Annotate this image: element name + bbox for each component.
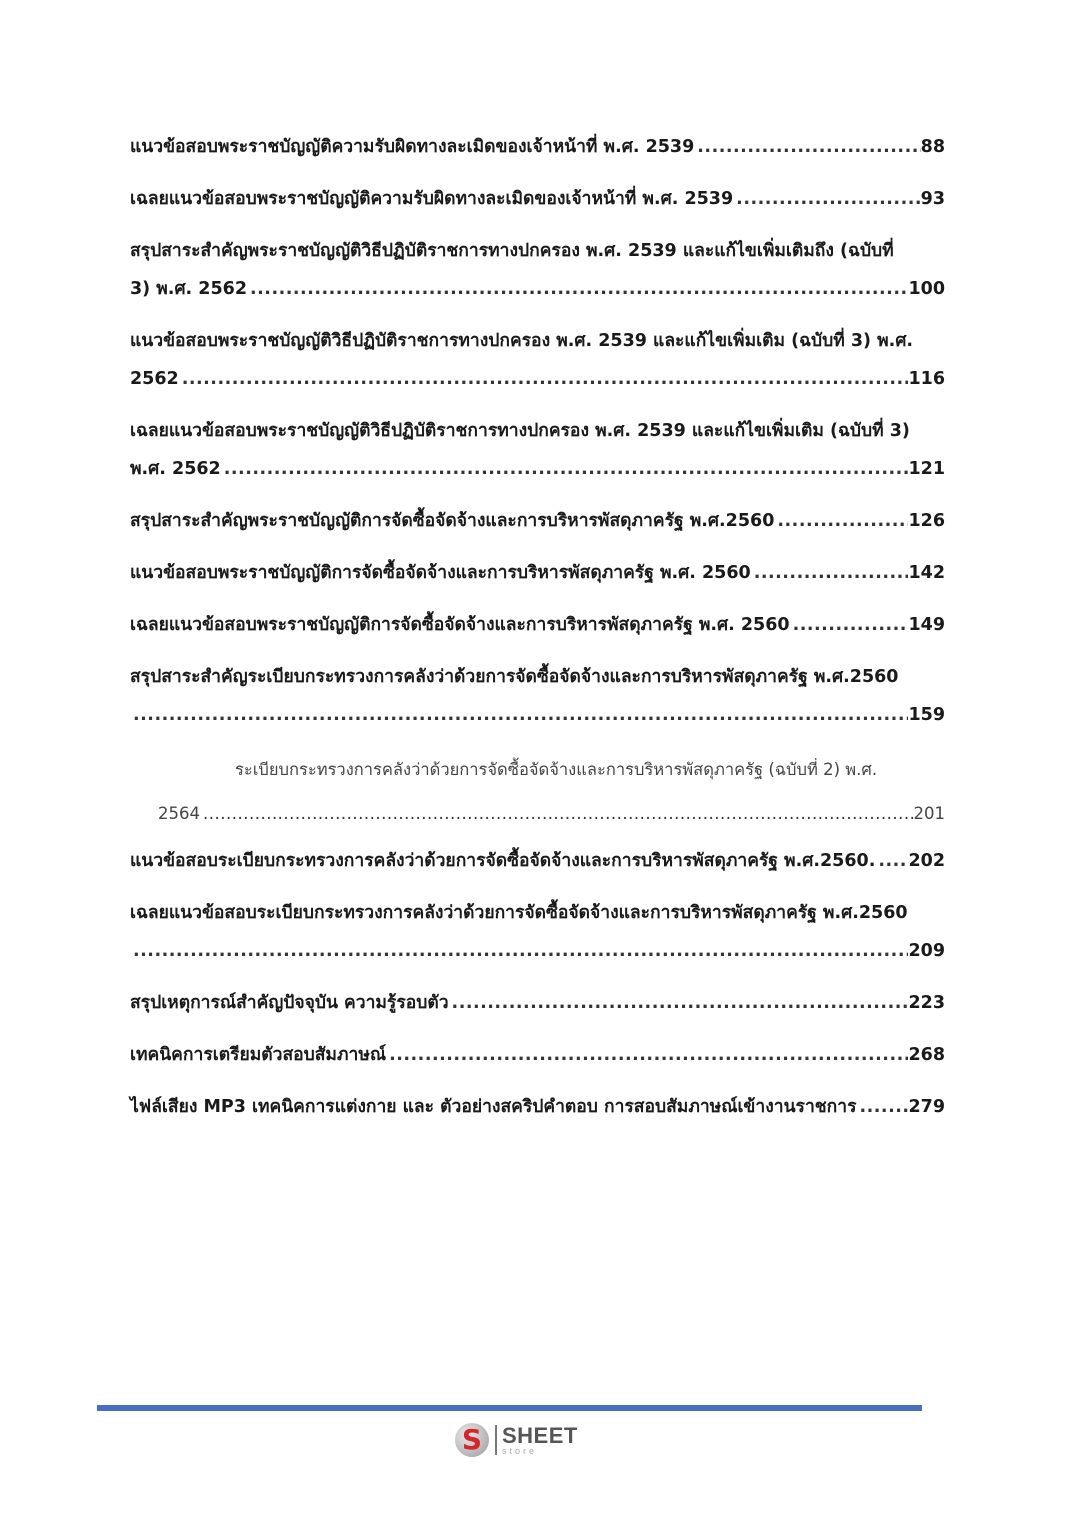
toc-entry-line [130,1088,945,1126]
toc-page-number: 268 [908,1045,945,1065]
toc-entry-line [130,450,945,488]
toc-entry-line [130,984,945,1022]
toc-entry[interactable] [130,1036,945,1074]
toc-entry[interactable] [130,554,945,592]
toc-entry-line [130,1036,945,1074]
toc-entry[interactable] [130,606,945,644]
toc-leader-dots [694,128,920,166]
toc-page-number: 100 [908,279,945,299]
toc-entry-title: แนวข้อสอบพระราชบัญญัติความรับผิดทางละเมิดของเจ้าหน้าที่ พ.ศ. 2539 [130,137,695,157]
toc-page-number: 201 [913,804,945,823]
toc-entry-title: เฉลยแนวข้อสอบพระราชบัญญัติความรับผิดทางละเมิดของเจ้าหน้าที่ พ.ศ. 2539 [130,189,734,209]
toc-entry-line [130,412,945,450]
toc-leader-dots [247,270,908,308]
toc-leader-dots [386,1036,908,1074]
toc-leader-dots [751,554,909,592]
toc-entry[interactable] [130,748,945,836]
logo-divider [495,1425,497,1455]
toc-entry-line [130,606,945,644]
toc-entry-title: 2562 [130,369,179,389]
toc-entry-title: เทคนิคการเตรียมตัวสอบสัมภาษณ์ [130,1045,387,1065]
toc-leader-dots [200,792,914,836]
toc-entry-title: สรุปสาระสำคัญพระราชบัญญัติการจัดซื้อจัดจ้างและการบริหารพัสดุภาครัฐ พ.ศ.2560 [130,511,775,531]
footer-logo [455,1420,595,1460]
sheet-store-logo-icon [455,1423,489,1457]
toc-entry-title: สรุปเหตุการณ์สำคัญปัจจุบัน ความรู้รอบตัว [130,993,449,1013]
toc-entry[interactable] [130,180,945,218]
toc-entry-line [130,270,945,308]
toc-entry-title: แนวข้อสอบระเบียบกระทรวงการคลังว่าด้วยการจัดซื้อจัดจ้างและการบริหารพัสดุภาครัฐ พ.ศ.2560. [130,851,876,871]
logo-word: SHEET [502,1422,578,1448]
toc-entry-line [130,748,945,792]
toc-leader-dots [179,360,909,398]
toc-entry-line [130,360,945,398]
toc-page-number: 93 [920,189,945,209]
toc-entry[interactable] [130,658,945,734]
toc-entry-line [130,128,945,166]
toc-entry-title: เฉลยแนวข้อสอบพระราชบัญญัติการจัดซื้อจัดจ้างและการบริหารพัสดุภาครัฐ พ.ศ. 2560 [130,615,790,635]
table-of-contents [130,128,945,1140]
toc-page-number: 116 [908,369,945,389]
toc-leader-dots [130,696,908,734]
toc-entry-title: พ.ศ. 2562 [130,459,221,479]
toc-page-number: 159 [908,705,945,725]
toc-entry-title: 2564 [158,804,200,823]
toc-entry-line [130,696,945,734]
toc-entry[interactable] [130,128,945,166]
toc-leader-dots [130,932,908,970]
toc-entry[interactable] [130,412,945,488]
toc-entry-title: แนวข้อสอบพระราชบัญญัติการจัดซื้อจัดจ้างและการบริหารพัสดุภาครัฐ พ.ศ. 2560 [130,563,751,583]
toc-entry[interactable] [130,232,945,308]
toc-leader-dots [790,606,909,644]
toc-entry[interactable] [130,984,945,1022]
toc-page-number: 149 [908,615,945,635]
toc-entry-line [130,932,945,970]
toc-entry[interactable] [130,894,945,970]
toc-entry-title: เฉลยแนวข้อสอบระเบียบกระทรวงการคลังว่าด้วยการจัดซื้อจัดจ้างและการบริหารพัสดุภาครัฐ พ.ศ.2560 [130,903,908,923]
toc-entry[interactable] [130,842,945,880]
toc-entry-title: ระเบียบกระทรวงการคลังว่าด้วยการจัดซื้อจัดจ้างและการบริหารพัสดุภาครัฐ (ฉบับที่ 2) พ.ศ. [235,760,878,779]
toc-entry-title: เฉลยแนวข้อสอบพระราชบัญญัติวิธีปฏิบัติราชการทางปกครอง พ.ศ. 2539 และแก้ไขเพิ่มเติม (ฉบับที่ 3) [130,421,910,441]
toc-entry-line [130,894,945,932]
toc-entry-line [130,658,945,696]
logo-subword: store [502,1445,538,1456]
toc-entry[interactable] [130,1088,945,1126]
toc-entry-line [130,792,945,836]
toc-leader-dots [856,1088,908,1126]
toc-page-number: 209 [908,941,945,961]
toc-entry-line [130,232,945,270]
toc-entry-title: ไฟล์เสียง MP3 เทคนิคการแต่งกาย และ ตัวอย่างสคริปคำตอบ การสอบสัมภาษณ์เข้างานราชการ [130,1097,857,1117]
toc-entry-line [130,180,945,218]
logo-letter: S [461,1423,483,1456]
toc-page-number: 121 [908,459,945,479]
toc-leader-dots [449,984,909,1022]
toc-leader-dots [733,180,920,218]
toc-entry-line [130,322,945,360]
toc-page-number: 126 [908,511,945,531]
toc-leader-dots [774,502,908,540]
toc-page-number: 279 [908,1097,945,1117]
toc-page-number: 142 [908,563,945,583]
toc-entry-line [130,502,945,540]
toc-page-number: 223 [908,993,945,1013]
toc-entry-title: สรุปสาระสำคัญระเบียบกระทรวงการคลังว่าด้วยการจัดซื้อจัดจ้างและการบริหารพัสดุภาครัฐ พ.ศ.2560 [130,667,899,687]
toc-page-number: 202 [908,851,945,871]
toc-entry-title: สรุปสาระสำคัญพระราชบัญญัติวิธีปฏิบัติราชการทางปกครอง พ.ศ. 2539 และแก้ไขเพิ่มเติมถึง (ฉบับที่ [130,241,894,261]
toc-entry-line [130,554,945,592]
toc-entry-title: แนวข้อสอบพระราชบัญญัติวิธีปฏิบัติราชการทางปกครอง พ.ศ. 2539 และแก้ไขเพิ่มเติม (ฉบับที่ 3) พ.ศ. [130,331,914,351]
toc-entry[interactable] [130,322,945,398]
toc-entry-title: 3) พ.ศ. 2562 [130,279,248,299]
logo-wordmark [502,1422,578,1456]
toc-page-number: 88 [920,137,945,157]
toc-leader-dots [875,842,908,880]
toc-entry[interactable] [130,502,945,540]
footer-rule [97,1405,922,1411]
toc-leader-dots [221,450,909,488]
toc-entry-line [130,842,945,880]
